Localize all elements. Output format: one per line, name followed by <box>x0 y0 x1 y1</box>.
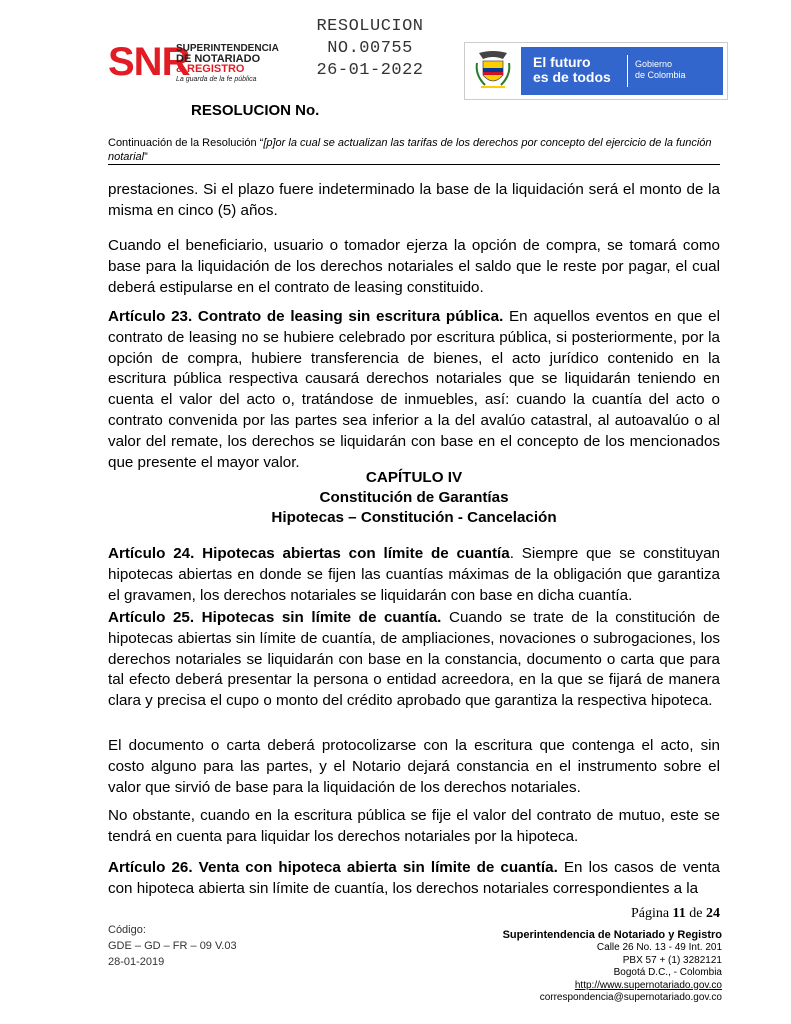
code-label: Código: <box>108 924 146 936</box>
gobierno-colombia-text <box>635 59 686 81</box>
snr-logo-tagline: La guarda de la fe pública <box>176 76 257 83</box>
footer-org: Superintendencia de Notariado y Registro <box>502 929 722 941</box>
continuation-prefix: Continuación de la Resolución “ <box>108 137 264 149</box>
snr-logo-letters: SNR <box>108 40 190 84</box>
snr-logo-line3: & REGISTRO <box>176 63 245 75</box>
article-24-text: . Siempre que se constituyan hipotecas abiertas en donde se fijen las cuantías máximas de la obligación que garantiza el gravamen, los derechos notariales se liquidarán con base en dicha cuantía. <box>108 545 720 604</box>
header-rule <box>108 164 720 165</box>
article-23 <box>108 307 720 473</box>
chapter-number: CAPÍTULO IV <box>365 469 463 486</box>
paragraph-text: Cuando el beneficiario, usuario o tomador ejerza la opción de compra, se tomará como base para la liquidación de los derechos notariales el saldo que le reste por pagar, el cual deberá estipularse en el contrato de leasing constituido. <box>108 237 720 296</box>
snr-logo-line1: SUPERINTENDENCIA <box>176 43 279 54</box>
article-26-title: Artículo 26. Venta con hipoteca abierta sin límite de cuantía. <box>108 859 558 876</box>
body-paragraph-2 <box>108 236 720 298</box>
paragraph-text: No obstante, cuando en la escritura pública se fije el valor del contrato de mutuo, este se tendrá en cuenta para liquidar los derechos notariales por la hipoteca. <box>108 807 720 845</box>
gobierno-logo-banner <box>521 47 723 95</box>
stamp-line-2: NO.00755 <box>327 39 413 58</box>
article-24-title: Artículo 24. Hipotecas abiertas con límite de cuantía <box>108 545 510 562</box>
continuation-suffix: ” <box>144 151 148 163</box>
chapter-subtitle-1: Constitución de Garantías <box>319 489 509 506</box>
footer-city: Bogotá D.C., - Colombia <box>613 967 722 978</box>
stamp-line-3: 26-01-2022 <box>316 61 424 80</box>
article-25-text: Cuando se trate de la constitución de hipotecas abiertas sin límite de cuantía, de ampliaciones, novaciones o subrogaciones, los derechos notariales se liquidarán con base en la constancia, documento o carta que para tal efecto deberá presentar la persona o entidad acreedora, en la que se fijará de manera clara y precisa el cupo o monto del crédito aprobado que garantiza la respectiva hipoteca. <box>108 609 720 710</box>
body-paragraph-no-obstante <box>108 806 720 848</box>
continuation-title: [p]or la cual se actualizan las tarifas de los derechos por concepto del ejercicio de la función notarial <box>108 137 712 163</box>
page-of: de <box>689 906 703 921</box>
page-current: 11 <box>672 906 686 921</box>
article-25-title: Artículo 25. Hipotecas sin límite de cuantía. <box>108 609 442 626</box>
chapter-heading <box>108 468 720 528</box>
gobierno-logo <box>464 42 728 100</box>
stamp-line-1: RESOLUCION <box>316 17 424 36</box>
article-26-text: En los casos de venta con hipoteca abierta sin límite de cuantía, los derechos notariales correspondientes a la <box>108 859 721 897</box>
paragraph-text: prestaciones. Si el plazo fuere indeterminado la base de la liquidación será el monto de la misma en cinco (5) años. <box>108 181 720 219</box>
body-paragraph-document <box>108 736 720 798</box>
page-word: Página <box>630 906 670 921</box>
paragraph-text: El documento o carta deberá protocolizarse con la escritura que contenga el acto, sin costo alguno para las partes, y el Notario dejará constancia en el instrumento sobre el valor que sirvió de base para la liquidación de los derechos notariales. <box>108 737 720 796</box>
gobierno-line2: de Colombia <box>635 70 686 80</box>
footer-address: Calle 26 No. 13 - 49 Int. 201 <box>596 942 722 953</box>
gobierno-line1: Gobierno <box>635 59 673 69</box>
el-futuro-line1: El futuro <box>533 54 591 70</box>
article-23-text: En aquellos eventos en que el contrato de leasing no se hubiere celebrado por escritura pública, si posteriormente, por la opción de compra, hubiere transferencia de bienes, el acto jurídico contenido en la escritura pública respectiva causará derechos notariales que se liquidarán teniendo en cuenta el valor del acto o, tratándose de inmuebles, así: cuando la cuantía del acto o contrato convenida por las partes sea inferior a la del avalúo catastral, al autoavalúo o al valor del remate, los derechos se liquidarán con base en el concepto de los mencionados que presente el mayor valor. <box>108 308 720 471</box>
snr-logo <box>108 40 278 92</box>
footer-phone: PBX 57 + (1) 3282121 <box>622 954 722 966</box>
colombia-crest-icon <box>473 49 513 93</box>
article-24 <box>108 544 720 606</box>
article-25 <box>108 608 720 712</box>
contact-info <box>440 928 722 1005</box>
page-number <box>600 906 720 922</box>
chapter-subtitle-2: Hipotecas – Constitución - Cancelación <box>271 509 557 526</box>
article-23-title: Artículo 23. Contrato de leasing sin escritura pública. <box>108 308 504 325</box>
footer-email[interactable]: correspondencia@supernotariado.gov.co <box>539 992 722 1003</box>
article-26 <box>108 858 720 900</box>
page-total: 24 <box>706 906 720 921</box>
body-paragraph-1 <box>108 180 720 222</box>
snr-logo-text <box>176 44 279 85</box>
website-link[interactable]: http://www.supernotariado.gov.co <box>574 979 722 991</box>
el-futuro-text <box>533 55 611 85</box>
code-value: GDE – GD – FR – 09 V.03 <box>108 940 237 952</box>
gobierno-logo-divider <box>627 55 628 87</box>
document-code <box>108 922 237 970</box>
code-date: 28-01-2019 <box>108 956 165 968</box>
el-futuro-line2: es de todos <box>533 69 611 85</box>
resolution-stamp <box>270 16 470 82</box>
snr-logo-line2: DE NOTARIADO <box>176 53 261 65</box>
resolution-number-heading: RESOLUCION No. <box>191 102 320 119</box>
continuation-note <box>108 136 720 164</box>
